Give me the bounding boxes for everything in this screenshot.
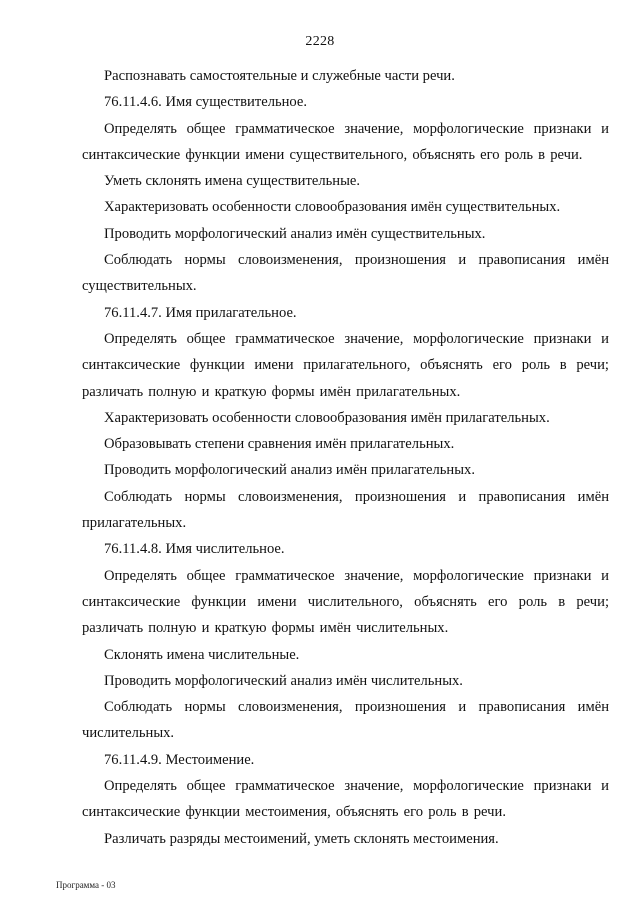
page-number: 2228 <box>305 34 335 49</box>
document-body <box>82 63 609 852</box>
section-heading: 76.11.4.7. Имя прилагательное. <box>104 304 297 321</box>
paragraph: Проводить морфологический анализ имён существительных. <box>104 225 486 242</box>
paragraph: Соблюдать нормы словоизменения, произношения и правописания имён существительных. <box>82 252 609 295</box>
paragraph: Склонять имена числительные. <box>104 646 300 663</box>
section-heading: 76.11.4.8. Имя числительное. <box>104 541 285 558</box>
paragraph: Характеризовать особенности словообразования имён прилагательных. <box>104 409 550 426</box>
paragraph: Уметь склонять имена существительные. <box>104 173 361 190</box>
paragraph: Определять общее грамматическое значение, морфологические признаки и синтаксические функции местоимения, объяснять его роль в речи. <box>82 778 609 821</box>
paragraph: Соблюдать нормы словоизменения, произношения и правописания имён прилагательных. <box>82 488 609 532</box>
section-heading: 76.11.4.6. Имя существительное. <box>104 94 308 111</box>
paragraph: Образовывать степени сравнения имён прилагательных. <box>104 436 455 453</box>
paragraph: Соблюдать нормы словоизменения, произношения и правописания имён числительных. <box>82 699 609 742</box>
paragraph: Определять общее грамматическое значение, морфологические признаки и синтаксические функции имени числительного, объяснять его роль в речи; различать полную и краткую формы имён числительных. <box>82 567 609 637</box>
section-heading: 76.11.4.9. Местоимение. <box>104 751 255 768</box>
footer-label: Программа - 03 <box>56 880 116 890</box>
paragraph: Распознавать самостоятельные и служебные части речи. <box>104 68 455 84</box>
paragraph: Определять общее грамматическое значение, морфологические признаки и синтаксические функции имени прилагательного, объяснять его роль в речи; различать полную и краткую формы имён прилагательных. <box>82 330 609 400</box>
paragraph: Различать разряды местоимений, уметь склонять местоимения. <box>104 830 499 847</box>
paragraph: Проводить морфологический анализ имён прилагательных. <box>104 462 475 479</box>
paragraph: Определять общее грамматическое значение, морфологические признаки и синтаксические функции имени существительного, объяснять его роль в речи. <box>82 120 609 163</box>
paragraph: Характеризовать особенности словообразования имён существительных. <box>104 199 561 216</box>
paragraph: Проводить морфологический анализ имён числительных. <box>104 672 463 689</box>
